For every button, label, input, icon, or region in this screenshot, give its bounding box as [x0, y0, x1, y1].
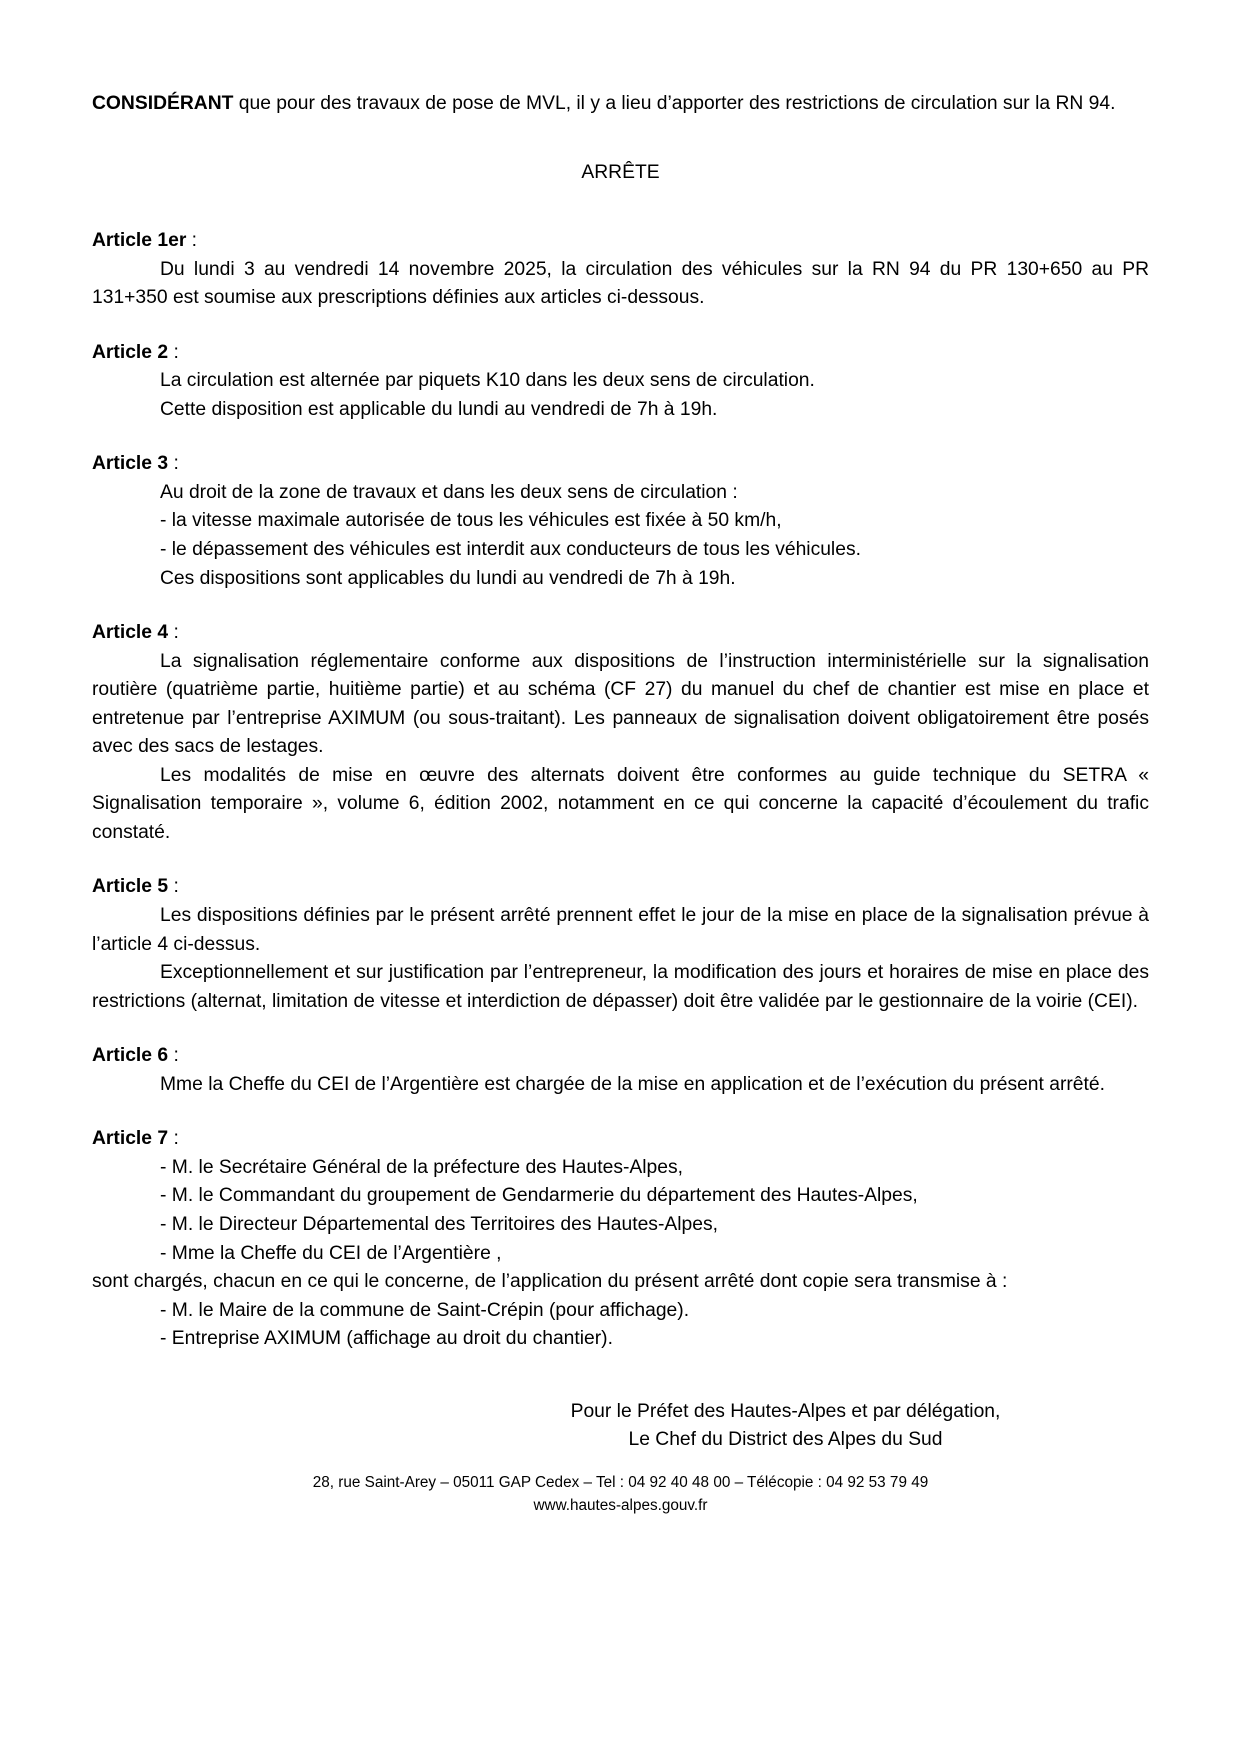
- article-heading-colon: :: [168, 1045, 179, 1067]
- signature-line-1: Pour le Préfet des Hautes-Alpes et par délégation,: [570, 1400, 1001, 1422]
- article-heading-colon: :: [168, 341, 179, 363]
- spacer: [92, 847, 1149, 873]
- article-heading-1: [92, 227, 1149, 256]
- article-3-line-1: Au droit de la zone de travaux et dans les deux sens de circulation :: [160, 481, 738, 503]
- article-5-paragraph-2: Exceptionnellement et sur justification par l’entrepreneur, la modification des jours et horaires de mise en place des restrictions (alternat, limitation de vitesse et interdiction de dépasser) doit être validée par le gestionnaire de la voirie (CEI).: [92, 962, 1149, 1012]
- article-7-recipient-3: - M. le Directeur Départemental des Territoires des Hautes-Alpes,: [160, 1213, 718, 1235]
- article-heading-label: Article 7: [92, 1128, 169, 1150]
- article-heading-label: Article 4: [92, 622, 169, 644]
- article-7-closing-paragraph: sont chargés, chacun en ce qui le concerne, de l’application du présent arrêté dont copie sera transmise à :: [92, 1271, 1008, 1293]
- article-heading-colon: :: [168, 1128, 179, 1150]
- article-heading-5: [92, 873, 1149, 902]
- considerant-paragraph: [92, 90, 1149, 119]
- article-2-line-1: La circulation est alternée par piquets K10 dans les deux sens de circulation.: [160, 370, 815, 392]
- article-5-paragraph-1: Les dispositions définies par le présent arrêté prennent effet le jour de la mise en place de la signalisation prévue à l’article 4 ci-dessus.: [92, 905, 1149, 955]
- article-3-line-3: - le dépassement des véhicules est interdit aux conducteurs de tous les véhicules.: [160, 539, 861, 561]
- decision-word: ARRÊTE: [581, 161, 660, 183]
- considerant-keyword: CONSIDÉRANT: [92, 93, 234, 114]
- spacer: [92, 313, 1149, 339]
- article-heading-colon: :: [168, 453, 179, 475]
- spacer: [92, 119, 1149, 159]
- article-heading-4: [92, 619, 1149, 648]
- article-1-paragraph-1: Du lundi 3 au vendredi 14 novembre 2025, la circulation des véhicules sur la RN 94 du PR 130+650 au PR 131+350 est soumise aux prescriptions définies aux articles ci-dessous.: [92, 258, 1149, 309]
- article-heading-label: Article 3: [92, 453, 169, 475]
- footer-website: www.hautes-alpes.gouv.fr: [533, 1497, 708, 1515]
- article-heading-colon: :: [168, 876, 179, 898]
- article-heading-label: Article 1er: [92, 230, 187, 252]
- considerant-text: que pour des travaux de pose de MVL, il y a lieu d’apporter des restrictions de circulation sur la RN 94.: [233, 93, 1116, 114]
- article-heading-3: [92, 450, 1149, 479]
- spacer: [92, 1016, 1149, 1042]
- spacer: [92, 593, 1149, 619]
- article-6-paragraph-1: Mme la Cheffe du CEI de l’Argentière est chargée de la mise en application et de l’exécution du présent arrêté.: [160, 1073, 1105, 1095]
- page-footer: [92, 1472, 1149, 1518]
- article-heading-2: [92, 339, 1149, 368]
- article-7-recipient-4: - Mme la Cheffe du CEI de l’Argentière ,: [160, 1242, 502, 1264]
- footer-address: 28, rue Saint-Arey – 05011 GAP Cedex – Tel : 04 92 40 48 00 – Télécopie : 04 92 53 79 49: [312, 1474, 929, 1492]
- article-heading-7: [92, 1125, 1149, 1154]
- signature-line-2: Le Chef du District des Alpes du Sud: [628, 1429, 943, 1451]
- signature-block: [92, 1398, 1149, 1455]
- article-2-line-2: Cette disposition est applicable du lundi au vendredi de 7h à 19h.: [160, 398, 718, 420]
- spacer: [92, 424, 1149, 450]
- article-heading-6: [92, 1042, 1149, 1071]
- article-3-line-2: - la vitesse maximale autorisée de tous les véhicules est fixée à 50 km/h,: [160, 510, 782, 532]
- article-4-paragraph-2: Les modalités de mise en œuvre des alternats doivent être conformes au guide technique du SETRA « Signalisation temporaire », volume 6, édition 2002, notamment en ce qui concerne la capacité d’écoulement du trafic constaté.: [92, 764, 1149, 843]
- article-heading-colon: :: [168, 622, 179, 644]
- article-heading-label: Article 2: [92, 341, 169, 363]
- spacer: [92, 187, 1149, 227]
- article-3-line-4: Ces dispositions sont applicables du lundi au vendredi de 7h à 19h.: [160, 567, 736, 589]
- document-body: [92, 90, 1149, 1455]
- article-4-paragraph-1: La signalisation réglementaire conforme aux dispositions de l’instruction interministérielle sur la signalisation routière (quatrième partie, huitième partie) et au schéma (CF 27) du manuel du chef de chantier est mise en place et entretenue par l’entreprise AXIMUM (ou sous-traitant). Les panneaux de signalisation doivent obligatoirement être posés avec des sacs de lestages.: [92, 650, 1149, 758]
- article-heading-label: Article 6: [92, 1045, 169, 1067]
- article-7-recipient-2: - M. le Commandant du groupement de Gendarmerie du département des Hautes-Alpes,: [160, 1185, 918, 1207]
- spacer: [92, 1099, 1149, 1125]
- article-heading-colon: :: [186, 230, 198, 252]
- article-heading-label: Article 5: [92, 876, 169, 898]
- article-7-recipient-1: - M. le Secrétaire Général de la préfecture des Hautes-Alpes,: [160, 1156, 683, 1178]
- article-7-copy-recipient-1: - M. le Maire de la commune de Saint-Crépin (pour affichage).: [160, 1299, 690, 1321]
- article-7-copy-recipient-2: - Entreprise AXIMUM (affichage au droit du chantier).: [160, 1328, 613, 1350]
